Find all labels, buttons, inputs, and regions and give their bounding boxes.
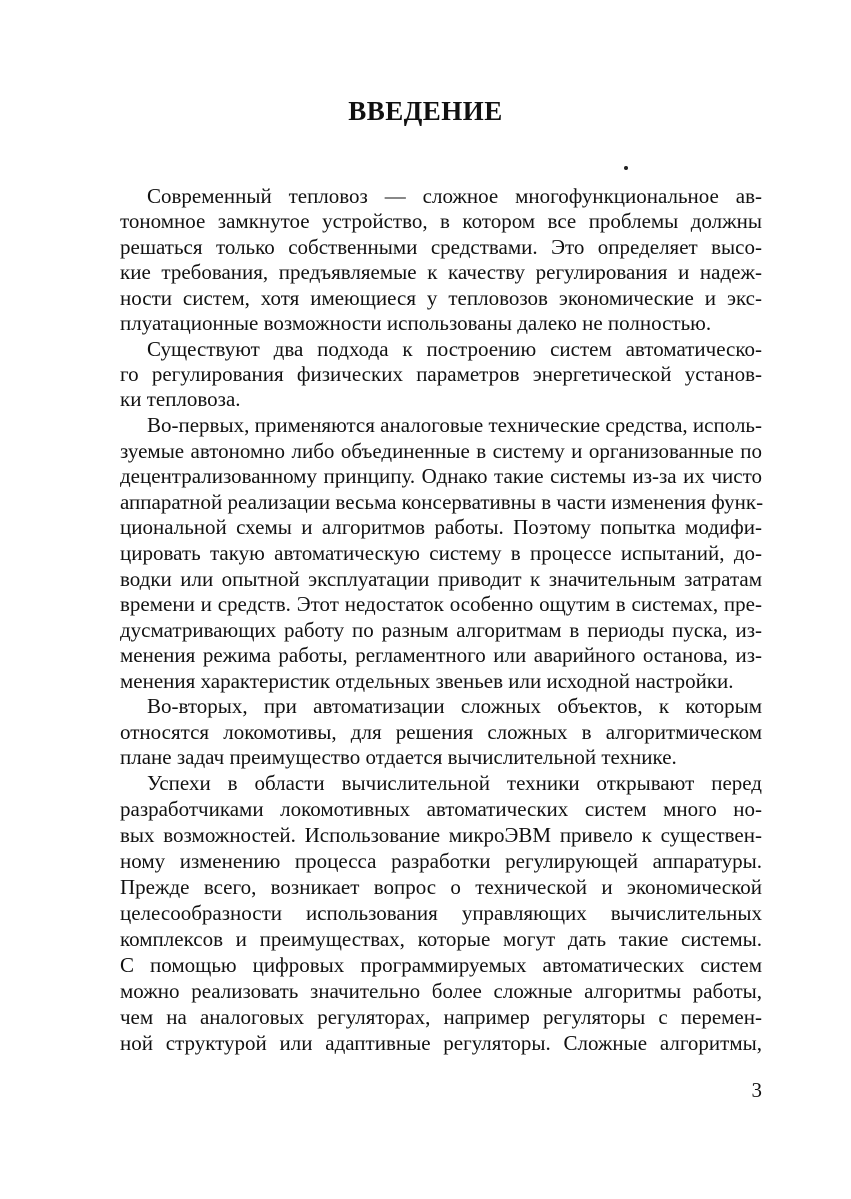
text-line: можно реализовать значительно более сложные алгоритмы работы, [120,979,762,1003]
page-title: ВВЕДЕНИЕ [348,96,503,126]
text-line: аппаратной реализации весьма консервативны в части изменения функ- [120,490,764,514]
text-line: кие требования, предъявляемые к качеству регулирования и надеж- [120,260,762,284]
text-line: Современный тепловоз — сложное многофункциональное ав- [147,184,762,208]
text-line: тономное замкнутое устройство, в котором все проблемы должны [120,209,762,233]
text-line: целесообразности использования управляющих вычислительных [120,901,762,925]
text-line: дусматривающих работу по разным алгоритмам в периоды пуска, из- [120,618,762,642]
text-line: чем на аналоговых регуляторах, например регуляторы с перемен- [120,1005,762,1029]
text-line: цировать такую автоматическую систему в процессе испытаний, до- [120,541,762,565]
text-line: Во-вторых, при автоматизации сложных объектов, к которым [147,694,762,718]
text-line: водки или опытной эксплуатации приводит к значительным затратам [120,567,762,591]
text-line: времени и средств. Этот недостаток особенно ощутим в системах, пре- [120,592,762,616]
text-line: ному изменению процесса разработки регулирующей аппаратуры. [120,849,762,873]
text-line: ности систем, хотя имеющиеся у тепловозов экономические и экс- [120,286,762,310]
text-line: ной структурой или адаптивные регуляторы. Сложные алгоритмы, [120,1031,762,1055]
text-line: го регулирования физических параметров энергетической установ- [120,362,762,386]
page-number: 3 [751,1078,762,1102]
text-line: относятся локомотивы, для решения сложных в алгоритмическом [120,720,762,744]
text-line: плуатационные возможности использованы далеко не полностью. [120,311,712,335]
text-line: С помощью цифровых программируемых автоматических систем [120,953,762,977]
text-line: децентрализованному принципу. Однако такие системы из-за их чисто [120,464,762,488]
text-line: плане задач преимущество отдается вычислительной технике. [120,745,677,769]
text-line: менения режима работы, регламентного или аварийного останова, из- [120,643,762,667]
text-line: решаться только собственными средствами. Это определяет высо- [120,235,762,259]
text-line: Существуют два подхода к построению систем автоматическо- [147,337,762,361]
text-line: зуемые автономно либо объединенные в систему и организованные по [120,439,762,463]
text-line: Успехи в области вычислительной техники открывают перед [147,771,762,795]
text-line: разработчиками локомотивных автоматических систем много но- [120,797,762,821]
text-line: менения характеристик отдельных звеньев или исходной настройки. [120,669,734,693]
text-line: ки тепловоза. [120,387,241,411]
text-line: комплексов и преимуществах, которые могут дать такие системы. [120,927,762,951]
stray-dot-mark [624,166,628,170]
text-line: вых возможностей. Использование микроЭВМ привело к существен- [120,823,762,847]
text-line: Прежде всего, возникает вопрос о технической и экономической [120,875,762,899]
text-line: циональной схемы и алгоритмов работы. Поэтому попытка модифи- [120,515,762,539]
text-line: Во-первых, применяются аналоговые технические средства, исполь- [147,413,762,437]
